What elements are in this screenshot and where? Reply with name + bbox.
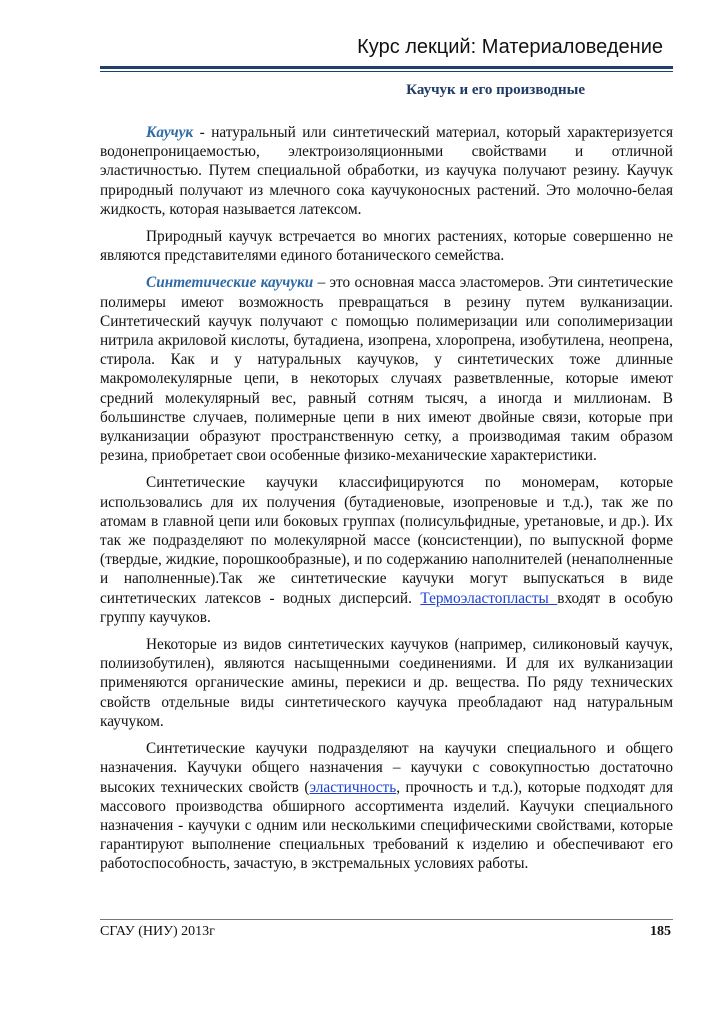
paragraph-3-text: – это основная масса эластомеров. Эти синтетические полимеры имеют возможность превращаться в резину путем вулканизации. Синтетический каучук получают с помощью полимеризации или сополимеризации нитрила акриловой кислоты, бутадиена, изопрена, хлоропрена, изобутилена, неопрена, стирола. Как и у натуральных каучуков, у синтетических тоже длинные макромолекулярные цепи, в некоторых случаях разветвленные, которые имеют средний молекулярный вес, равный сотням тысяч, а иногда и миллионам. В большинстве случаев, полимерные цепи в них имеют двойные связи, которые при вулканизации образуют пространственную сетку, а производимая таким образом резина, приобретает свои особенные физико-механические характеристики. — [100, 274, 673, 465]
paragraph-1 — [100, 123, 673, 219]
paragraph-6-text-after: , прочность и т.д.), которые подходят для массового производства обширного ассортимента изделий. Каучуки специального назначения - каучуки с одним или несколькими специфическими свойствами, которые гарантируют выполнение специальных требований к изделию и обеспечивают его работоспособность, зачастую, в экстремальных условиях работы. — [100, 778, 673, 873]
running-header: Курс лекций: Материаловедение — [357, 36, 663, 58]
body-text — [100, 123, 673, 882]
paragraph-5-text: Некоторые из видов синтетических каучуков (например, силиконовый каучук, полиизобутилен), являются насыщенными соединениями. И для их вулканизации применяются органические амины, перекиси и др. вещества. По ряду технических свойств отдельные виды синтетического каучука преобладают над натуральным каучуком. — [100, 636, 673, 730]
paragraph-6-text-before: Синтетические каучуки подразделяют на каучуки специального и общего назначения. Каучуки общего назначения – каучуки с совокупностью достаточно высоких технических свойств ( — [100, 740, 673, 796]
paragraph-4-text-after: входят в особую группу каучуков. — [100, 589, 673, 626]
page-number: 185 — [650, 924, 671, 939]
header-rule-thick — [100, 66, 673, 69]
paragraph-5 — [100, 635, 673, 731]
thermoplastic-elastomers-link[interactable]: Термоэластопласты — [420, 589, 558, 607]
paragraph-3 — [100, 273, 673, 465]
paragraph-4-text-before: Синтетические каучуки классифицируются по мономерам, которые использовались для их получения (бутадиеновые, изопреновые и т.д.), так же по атомам в главной цепи или боковых группах (полисульфидные, уретановые, и др.). Их так же подразделяют по молекулярной массе (консистенции), по выпускной форме (твердые, жидкие, порошкообразные), и по содержанию наполнителей (ненаполненные и наполненные).Так же синтетические каучуки могут выпускаться в виде синтетических латексов - водных дисперсий. — [100, 474, 673, 607]
term-synthetic-rubbers: Синтетические каучуки — [146, 274, 314, 292]
paragraph-6 — [100, 739, 673, 873]
paragraph-2 — [100, 227, 673, 265]
footer-rule — [100, 919, 673, 920]
header-rule-thin — [100, 71, 673, 72]
elasticity-link[interactable]: эластичность — [309, 778, 397, 796]
term-kauchuk: Каучук — [146, 124, 194, 141]
paragraph-4 — [100, 473, 673, 627]
section-title: Каучук и его производные — [406, 82, 585, 98]
paragraph-1-text: - натуральный или синтетический материал, который характеризуется водонепроницаемостью, электроизоляционными свойствами и отличной эластичностью. Путем специальной обработки, из каучука получают резину. Каучук природный получают из млечного сока каучуконосных растений. Это молочно-белая жидкость, которая называется латексом. — [100, 124, 673, 218]
footer-institution: СГАУ (НИУ) 2013г — [100, 924, 215, 939]
paragraph-2-text: Природный каучук встречается во многих растениях, которые совершенно не являются представителями единого ботанического семейства. — [100, 228, 673, 265]
